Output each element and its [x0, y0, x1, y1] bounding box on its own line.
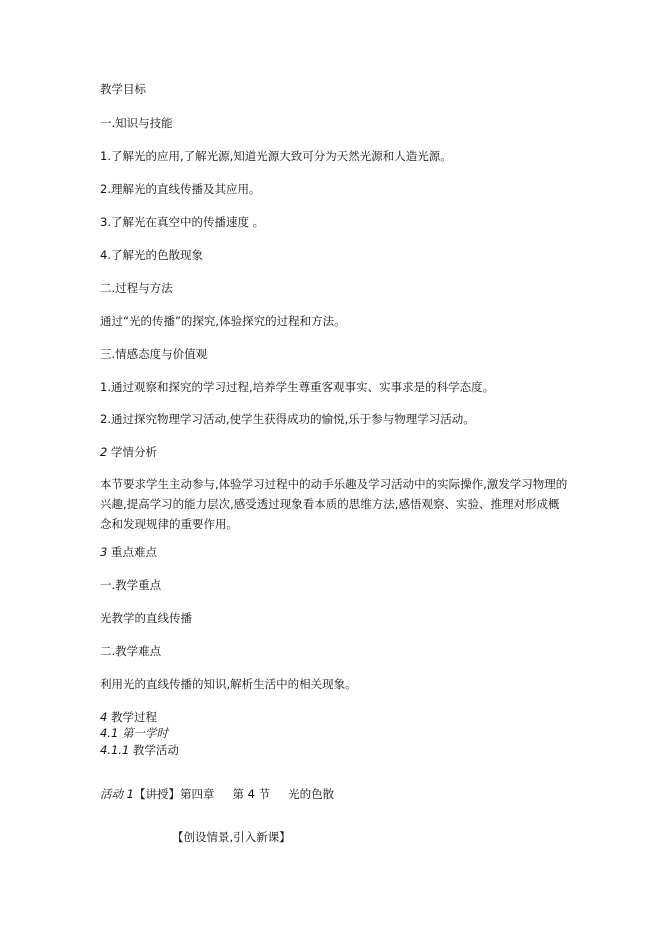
analysis-heading-text: 学情分析	[110, 445, 157, 459]
lesson-number: 4.1	[100, 726, 119, 740]
knowledge-heading: 一.知识与技能	[100, 116, 173, 130]
analysis-paragraph: 本节要求学生主动参与,体验学习过程中的动手乐趣及学习活动中的实际操作,激发学习物理的兴趣,提高学习的能力层次,感受透过现象看本质的思维方法,感悟观察、实验、推理对形成概念和发现规律的重要作用。	[100, 477, 568, 531]
focus-heading	[100, 545, 157, 559]
emotion-heading: 三.情感态度与价值观	[100, 347, 208, 361]
difficulty-heading: 二.教学难点	[100, 644, 162, 658]
process2-heading-text: 教学过程	[110, 710, 157, 724]
activity1-prefix: 活动 1	[100, 787, 134, 801]
activity1-tag: 【讲授】	[133, 787, 180, 801]
key-text: 光教学的直线传播	[100, 611, 192, 625]
activity1-topic: 光的色散	[288, 787, 335, 801]
knowledge-item: 4.了解光的色散现象	[100, 248, 203, 262]
process-text: 通过“光的传播”的探究,体验探究的过程和方法。	[100, 314, 346, 328]
knowledge-item: 2.理解光的直线传播及其应用。	[100, 182, 261, 196]
analysis-heading	[100, 445, 157, 459]
activity1-line	[100, 787, 334, 801]
focus-heading-text: 重点难点	[110, 545, 157, 559]
knowledge-item: 1.了解光的应用,了解光源,知道光源大致可分为天然光源和人造光源。	[100, 149, 452, 163]
activity1-chapter: 第四章	[179, 787, 215, 801]
difficulty-text: 利用光的直线传播的知识,解析生活中的相关现象。	[100, 677, 357, 691]
process2-heading	[100, 710, 157, 724]
objectives-title: 教学目标	[100, 82, 146, 96]
activity-label: 教学活动	[132, 743, 179, 757]
key-heading: 一.教学重点	[100, 578, 162, 592]
process-heading: 二.过程与方法	[100, 281, 173, 295]
activity-number: 4.1.1	[100, 743, 130, 757]
analysis-number: 2	[100, 445, 108, 459]
emotion-item: 1.通过观察和探究的学习过程,培养学生尊重客观事实、实事求是的科学态度。	[100, 380, 495, 394]
activity-line	[100, 743, 179, 757]
focus-number: 3	[100, 545, 108, 559]
emotion-item: 2.通过探究物理学习活动,使学生获得成功的愉悦,乐于参与物理学习活动。	[100, 412, 475, 426]
process2-number: 4	[100, 710, 108, 724]
knowledge-item: 3.了解光在真空中的传播速度 。	[100, 215, 265, 229]
lesson-line	[100, 726, 168, 740]
intro-note: 【创设情景,引入新课】	[172, 830, 291, 844]
activity1-section: 第 4 节	[232, 787, 271, 801]
lesson-label: 第一学时	[121, 726, 168, 740]
